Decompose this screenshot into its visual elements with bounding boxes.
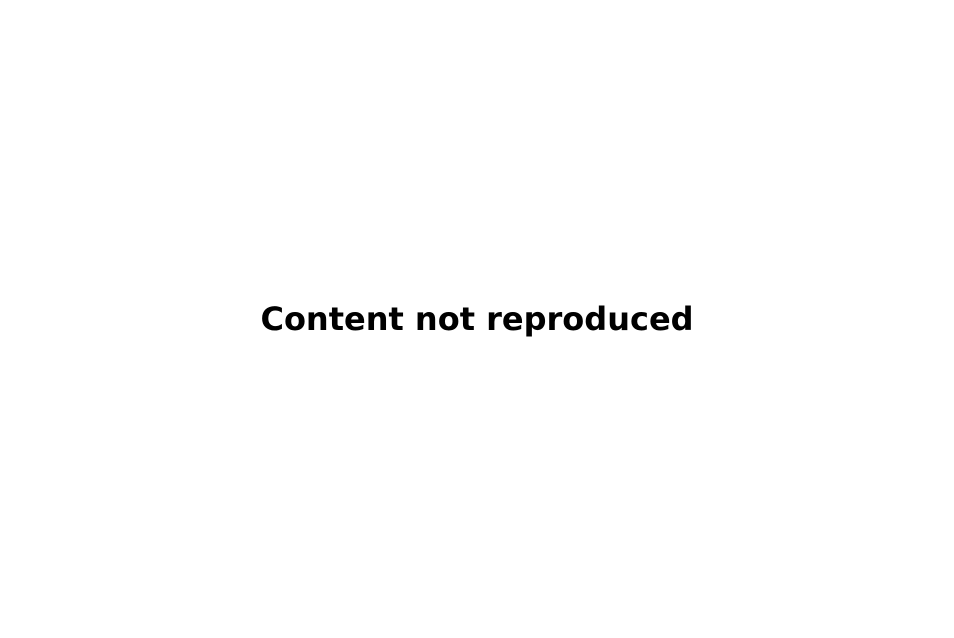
placeholder-title: Content not reproduced xyxy=(260,300,694,338)
